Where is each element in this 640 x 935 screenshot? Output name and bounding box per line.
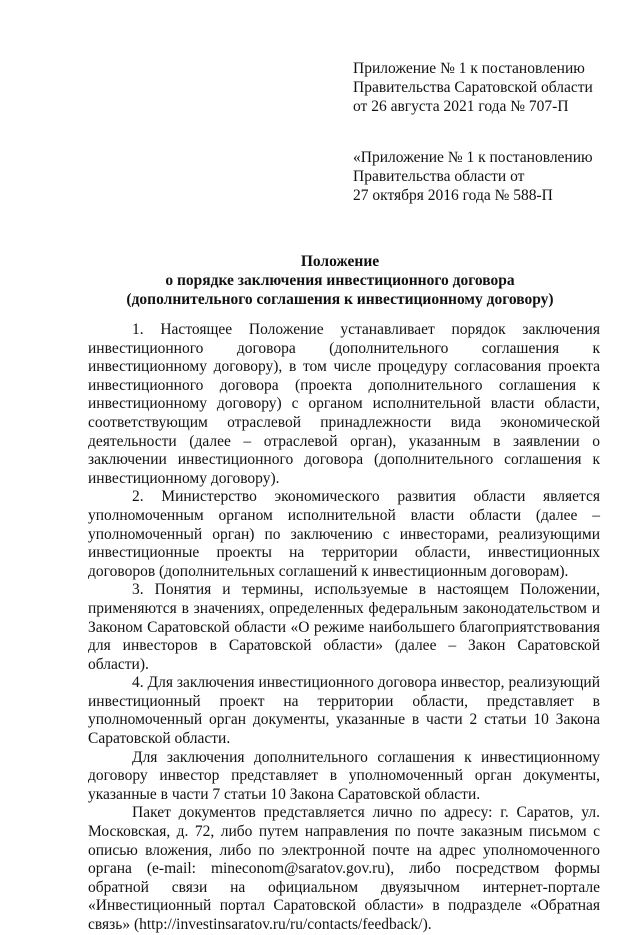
paragraph-2: 2. Министерство экономического развития области является уполномоченным органом исполнительной власти области (далее – уполномоченный орган) по заключению с инвесторами, реализующими инвестиционные проекты на территории области, инвестиционных договоров (дополнительных соглашений к инвестиционным договорам).: [88, 488, 600, 580]
paragraph-5: Для заключения дополнительного соглашения к инвестиционному договору инвестор представляет в уполномоченный орган документы, указанные в части 7 статьи 10 Закона Саратовской области.: [88, 748, 600, 803]
paragraph-4: 4. Для заключения инвестиционного договора инвестор, реализующий инвестиционный проект на территории области, представляет в уполномоченный орган документы, указанные в части 2 статьи 10 Закона Саратовской области.: [88, 674, 600, 748]
appendix-line: 27 октября 2016 года № 588-П: [353, 187, 553, 204]
appendix-line: «Приложение № 1 к постановлению: [353, 149, 593, 166]
document-body: [88, 321, 600, 935]
title-line: Положение: [300, 253, 380, 270]
appendix-line: Приложение № 1 к постановлению: [353, 60, 585, 77]
title-line: о порядке заключения инвестиционного договора: [165, 272, 515, 289]
document-title: [60, 252, 620, 309]
appendix-reference-original: [353, 148, 613, 205]
appendix-reference-current: [353, 59, 613, 116]
paragraph-3: 3. Понятия и термины, используемые в настоящем Положении, применяются в значениях, определенных федеральным законодательством и Законом Саратовской области «О режиме наибольшего благоприятствования для инвесторов в Саратовской области» (далее – Закон Саратовской области).: [88, 581, 600, 673]
appendix-line: от 26 августа 2021 года № 707-П: [353, 98, 569, 115]
paragraph-6: Пакет документов представляется лично по адресу: г. Саратов, ул. Московская, д. 72, либо путем направления по почте заказным письмом с описью вложения, либо по электронной почте на адрес уполномоченного органа (e-mail: mineconom@saratov.gov.ru), либо посредством формы обратной связи на официальном двуязычном интернет-портале «Инвестиционный портал Саратовской области» в подразделе «Обратная связь» (http://investinsaratov.ru/ru/contacts/feedback/).: [88, 804, 600, 933]
paragraph-1: 1. Настоящее Положение устанавливает порядок заключения инвестиционного договора (дополнительного соглашения к инвестиционному договору), в том числе процедуру согласования проекта инвестиционного договора (проекта дополнительного соглашения к инвестиционному договору) с органом исполнительной власти области, соответствующим отраслевой принадлежности вида экономической деятельности (далее – отраслевой орган), указанным в заявлении о заключении инвестиционного договора (дополнительного соглашения к инвестиционному договору).: [88, 321, 600, 487]
appendix-line: Правительства области от: [353, 168, 525, 185]
title-line: (дополнительного соглашения к инвестиционному договору): [126, 291, 554, 308]
appendix-line: Правительства Саратовской области: [353, 79, 593, 96]
